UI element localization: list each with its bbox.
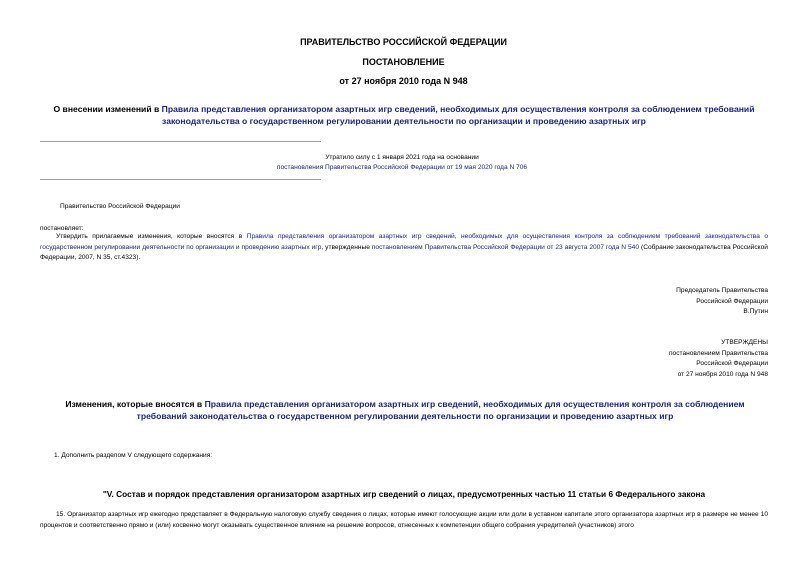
signature-block xyxy=(468,286,768,318)
document-type: ПОСТАНОВЛЕНИЕ xyxy=(362,57,445,67)
approved-by: постановлением Правительства xyxy=(668,349,768,357)
approval-prefix: Утвердить прилагаемые изменения, которые вносятся в xyxy=(56,233,247,240)
changes-title-rules-link[interactable]: Правила представления организатором азартных игр сведений, необходимых для осуществления контроля за соблюдением требований законодательства о государственном регулировании деятельности по организации и проведению азартных игр xyxy=(136,399,745,421)
signature-name: В.Путин xyxy=(743,308,768,315)
approval-mid: , утвержденные xyxy=(321,243,372,251)
document-title xyxy=(40,103,768,127)
approved-block xyxy=(468,338,768,380)
government-heading: ПРАВИТЕЛЬСТВО РОССИЙСКОЙ ФЕДЕРАЦИИ xyxy=(300,37,507,47)
approval-paragraph xyxy=(40,232,768,264)
decrees-label: постановляет: xyxy=(40,225,84,232)
approval-rules-link[interactable]: Правила представления организатором азартных игр сведений, необходимых для осуществления контроля за соблюдением требований законодательства о государственном регулировании деятельности по организации и проведению азартных игр xyxy=(40,233,769,251)
approval-suffix: (Собрание законодательства Российской Федерации, 2007, N 35, ст.4323). xyxy=(40,243,768,261)
status-repeal-link[interactable]: постановления Правительства Российской Федерации от 19 мая 2020 года N 706 xyxy=(276,164,528,171)
approval-decree-link[interactable]: постановлением Правительства Российской Федерации от 23 августа 2007 года N 540 xyxy=(371,243,640,251)
signature-title: Председатель Правительства xyxy=(676,287,768,294)
title-prefix: О внесении изменений в xyxy=(53,104,162,114)
paragraph-15: 15. Организатор азартных игр ежегодно представляет в Федеральную налоговую службу сведения о лицах, которые имеют голосующие акции или доли в уставном капитале этого организатора азартных игр в размере не менее 10 процентов и соответственно прямо и (или) косвенно могут оказывать существенное влияние на решение вопросов, отнесенных к компетенции общего собрания учредителей (участников) этого xyxy=(40,511,768,529)
approved-heading: УТВЕРЖДЕНЫ xyxy=(721,339,768,346)
government-name: Правительство Российской Федерации xyxy=(60,203,180,210)
status-bottom-rule xyxy=(40,179,321,180)
approved-country: Российской Федерации xyxy=(696,360,768,367)
status-top-rule xyxy=(40,141,321,142)
status-line: Утратило силу с 1 января 2021 года на основании xyxy=(325,154,479,161)
section-heading: "V. Состав и порядок представления организатором азартных игр сведений о лицах, предусмотренных частью 11 статьи 6 Федерального закона xyxy=(102,489,706,499)
changes-title xyxy=(60,398,750,422)
document-date-number: от 27 ноября 2010 года N 948 xyxy=(339,76,468,86)
changes-title-prefix: Изменения, которые вносятся в xyxy=(65,399,205,409)
title-rules-link[interactable]: Правила представления организатором азартных игр сведений, необходимых для осуществления контроля за соблюдением требований законодательства о государственном регулировании деятельности по организации и проведению азартных игр xyxy=(161,104,755,126)
approved-date: от 27 ноября 2010 года N 948 xyxy=(677,370,768,378)
item-1: 1. Дополнить разделом V следующего содержания: xyxy=(54,452,213,459)
signature-country: Российской Федерации xyxy=(696,297,768,305)
